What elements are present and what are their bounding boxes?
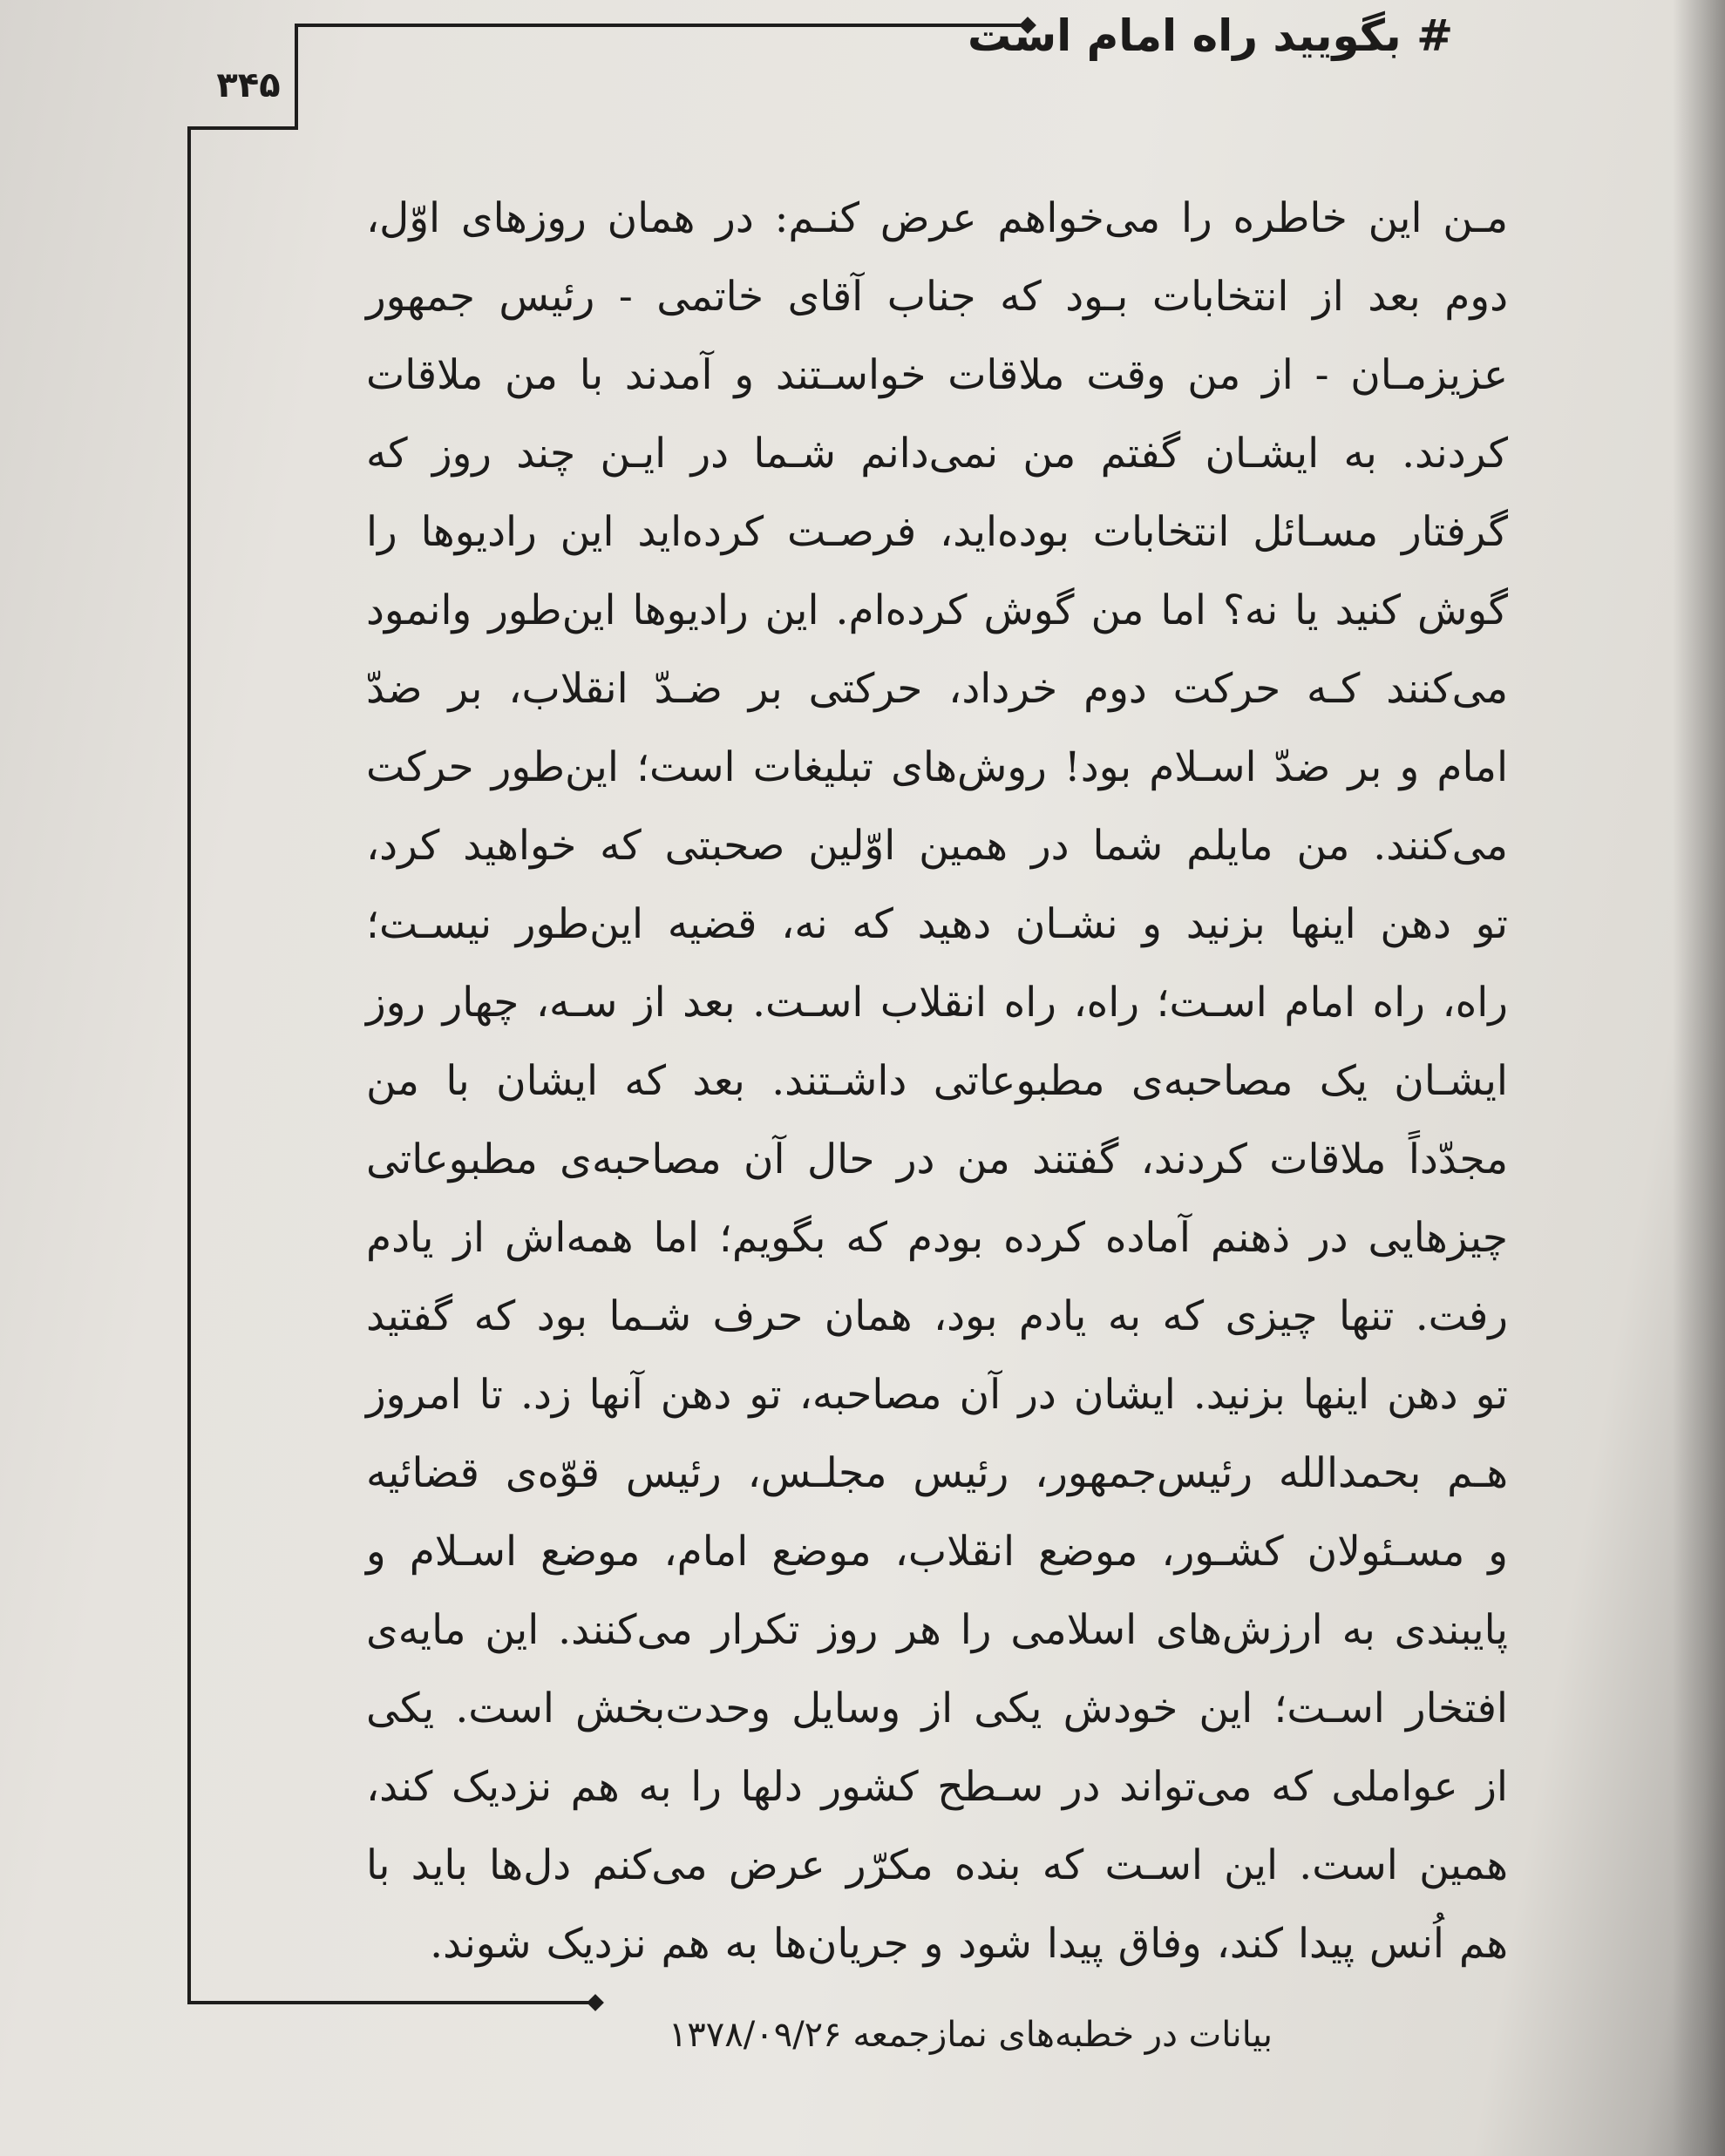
text-line: گرفتار مسـائل انتخابات بوده‌اید، فرصـت کرده‌اید این رادیوها را	[366, 508, 1508, 556]
text-line: مـن این خاطره را می‌خواهم عرض کنـم: در همان روزهای اوّل،	[366, 194, 1508, 242]
text-line: تو دهن اینها بزنید و نشـان دهید که نه، قضیه این‌طور نیسـت؛	[366, 900, 1508, 948]
body-paragraph	[366, 180, 1508, 1968]
page-edge-shadow	[1673, 0, 1725, 2156]
text-line: ایشـان یک مصاحبه‌ی مطبوعاتی داشـتند. بعد که ایشان با من	[366, 1057, 1508, 1105]
text-line: راه، راه امام اسـت؛ راه، راه انقلاب اسـت. بعد از سـه، چهار روز	[366, 979, 1508, 1027]
text-line: همین است. این اسـت که بنده مکرّر عرض می‌کنم دل‌ها باید با	[366, 1841, 1508, 1889]
text-line: عزیزمـان - از من وقت ملاقات خواسـتند و آمدند با من ملاقات	[366, 351, 1508, 399]
text-line: امام و بر ضدّ اسـلام بود! روش‌های تبلیغات است؛ این‌طور حرکت	[366, 743, 1508, 791]
text-line: هـم بحمدالله رئیس‌جمهور، رئیس مجلـس، رئیس قوّه‌ی قضائیه	[366, 1449, 1508, 1497]
text-line: می‌کنند کـه حرکت دوم خرداد، حرکتی بر ضـدّ انقلاب، بر ضدّ	[366, 665, 1508, 713]
text-line: چیزهایی در ذهنم آماده کرده بودم که بگویم؛ اما همه‌اش از یادم	[366, 1214, 1508, 1262]
text-line: دوم بعد از انتخابات بـود که جناب آقای خاتمی - رئیس جمهور	[366, 273, 1508, 321]
text-line: از عواملی که می‌تواند در سـطح کشور دلها را به هم نزدیک کند،	[366, 1763, 1508, 1811]
text-line: کردند. به ایشـان گفتم من نمی‌دانم شـما در ایـن چند روز که	[366, 430, 1508, 478]
page-title: # بگویید راه امام است	[968, 10, 1453, 61]
text-line: می‌کنند. من مایلم شما در همین اوّلین صحبتی که خواهید کرد،	[366, 822, 1508, 870]
text-line: رفت. تنها چیزی که به یادم بود، همان حرف شـما بود که گفتید	[366, 1292, 1508, 1340]
text-line: و مسـئولان کشـور، موضع انقلاب، موضع امام، موضع اسـلام و	[366, 1528, 1508, 1576]
footer-rule	[187, 2001, 595, 2004]
page-number: ۳۴۵	[216, 65, 281, 105]
text-line: افتخار اسـت؛ این خودش یکی از وسایل وحدت‌بخش است. یکی	[366, 1685, 1508, 1732]
text-line: تو دهن اینها بزنید. ایشان در آن مصاحبه، تو دهن آنها زد. تا امروز	[366, 1371, 1508, 1419]
text-line-last: هم اُنس پیدا کند، وفاق پیدا شود و جریان‌ها به هم نزدیک شوند.	[430, 1920, 1508, 1968]
page-number-box-bottom	[187, 126, 298, 130]
text-line: پایبندی به ارزش‌های اسلامی را هر روز تکرار می‌کنند. این مایه‌ی	[366, 1606, 1508, 1654]
footer-source-label: بیانات در خطبه‌های نمازجمعه ۱۳۷۸/۰۹/۲۶	[668, 2015, 1273, 2055]
footer-rule-end-ornament	[587, 1994, 604, 2011]
text-line: گوش کنید یا نه؟ اما من گوش کرده‌ام. این رادیوها این‌طور وانمود	[366, 586, 1508, 634]
text-line: مجدّداً ملاقات کردند، گفتند من در حال آن مصاحبه‌ی مطبوعاتی	[366, 1136, 1508, 1183]
left-frame-rule	[187, 126, 191, 2004]
